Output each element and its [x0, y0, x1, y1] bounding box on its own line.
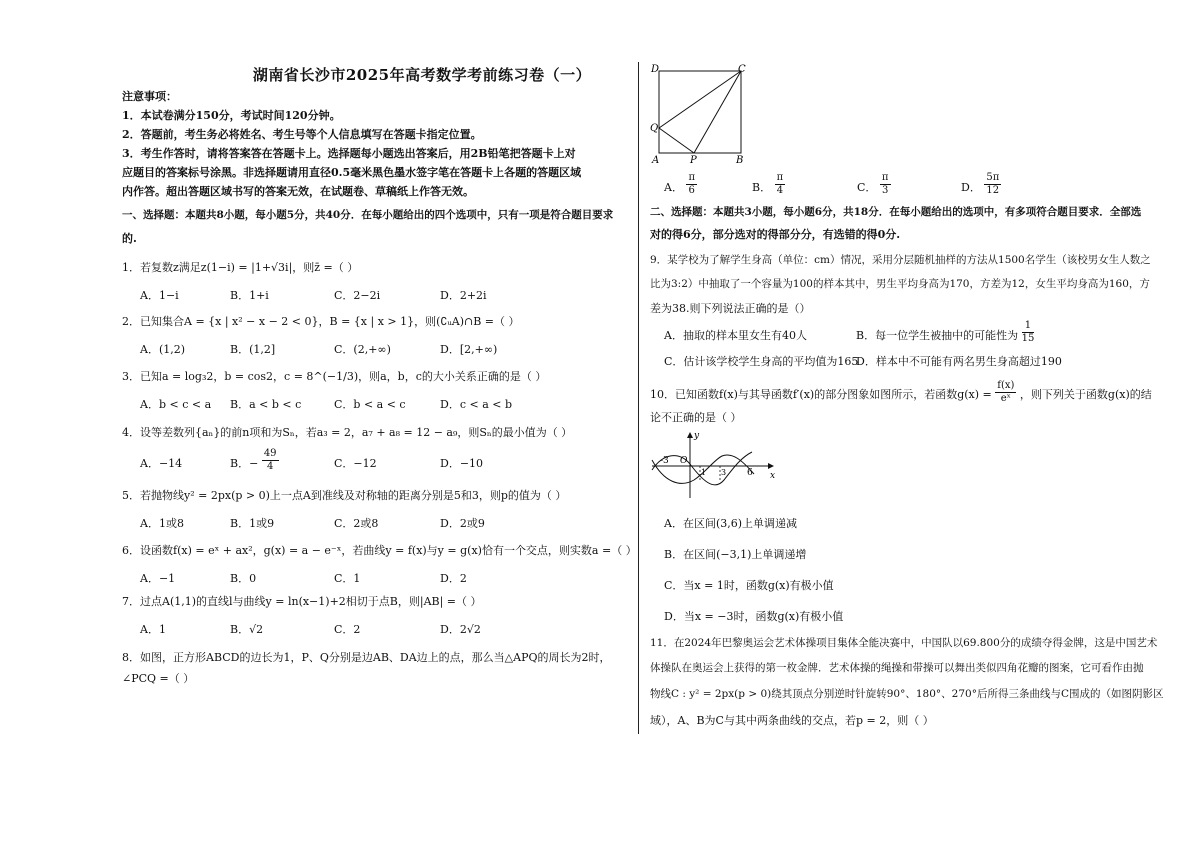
tick-1: 1 — [701, 468, 707, 477]
q8-c-denominator: 3 — [882, 185, 889, 196]
q6-option-b: B．0 — [230, 572, 257, 585]
q4-option-c: C．−12 — [334, 457, 377, 470]
q2-option-c: C．(2,+∞) — [334, 343, 391, 356]
q9-stem-line1: 9．某学校为了解学生身高（单位：cm）情况，采用分层随机抽样的方法从1500名学生（该校男女生人数之 — [650, 254, 1151, 266]
section1-header-line2: 的. — [122, 232, 137, 245]
label-q: Q — [650, 123, 659, 134]
q7-option-d: D．2√2 — [440, 623, 481, 636]
label-p: P — [690, 155, 697, 165]
label-x: x — [770, 471, 776, 481]
q8-option-d — [961, 172, 1001, 197]
q8-d-denominator: 12 — [986, 185, 1000, 196]
q10-gx-numerator: f(x) — [997, 380, 1015, 391]
q8-a-denominator: 6 — [688, 185, 695, 196]
note-3-line1: 3．考生作答时，请将答案答在答题卡上。选择题每小题选出答案后，用2B铅笔把答题卡上对 — [122, 147, 576, 160]
q5-stem: 5．若抛物线y² = 2px(p > 0)上一点A到准线及对称轴的距离分别是5和3，则p的值为（ ） — [122, 489, 567, 502]
q4-b-denominator: 4 — [266, 461, 274, 472]
section1-header-line1: 一、选择题：本题共8小题，每小题5分，共40分．在每小题给出的四个选项中，只有一项是符合题目要求 — [122, 209, 614, 221]
q10-option-a: A．在区间(3,6)上单调递减 — [664, 517, 798, 530]
q1-option-d: D．2+2i — [440, 289, 487, 302]
q9-option-b-text: B．每一位学生被抽中的可能性为 — [856, 329, 1019, 342]
q8-stem-line1: 8．如图，正方形ABCD的边长为1，P、Q分别是边AB、DA边上的点，那么当△APQ的周长为2时， — [122, 651, 611, 664]
q1-option-c: C．2−2i — [334, 289, 381, 302]
label-c: C — [738, 64, 746, 75]
note-1: 1．本试卷满分150分，考试时间120分钟。 — [122, 109, 341, 122]
q8-option-b-label: B． — [752, 181, 772, 194]
q8-b-denominator: 4 — [776, 185, 784, 196]
q8-d-fraction — [984, 172, 1001, 197]
segment-cp — [694, 71, 741, 153]
q4-option-d: D．−10 — [440, 457, 484, 470]
q8-c-fraction — [880, 172, 891, 197]
x-axis-arrow — [768, 463, 774, 469]
q8-stem-line2: ∠PCQ =（ ） — [122, 672, 195, 685]
segment-cq — [659, 71, 741, 128]
q7-stem: 7．过点A(1,1)的直线l与曲线y = ln(x−1)+2相切于点B，则|AB| =（ ） — [122, 595, 482, 608]
section2-header-line1: 二、选择题：本题共3小题，每小题6分，共18分．在每小题给出的选项中，有多项符合题目要求．全部选 — [650, 206, 1142, 218]
q11-stem-line1: 11．在2024年巴黎奥运会艺术体操项目集体全能决赛中，中国队以69.800分的成绩夺得金牌，这是中国艺术 — [650, 637, 1158, 649]
q6-stem: 6．设函数f(x) = eˣ + ax²，g(x) = a − e⁻ˣ，若曲线y = f(x)与y = g(x)恰有一个交点，则实数a =（ ） — [122, 544, 637, 557]
q1-option-b: B．1+i — [230, 289, 269, 302]
y-axis-arrow — [687, 432, 693, 438]
q9-b-numerator: 1 — [1022, 320, 1035, 333]
q8-option-c — [857, 172, 891, 197]
q4-b-numerator: 49 — [263, 448, 277, 459]
q4-option-b-prefix: B．− — [230, 457, 259, 470]
q7-option-b: B．√2 — [230, 623, 264, 636]
q1-stem: 1．若复数z满足z(1−i) = |1+√3i|，则z̄ =（ ） — [122, 261, 359, 274]
q5-option-a: A．1或8 — [140, 517, 184, 530]
label-origin: O — [680, 456, 688, 466]
q2-option-b: B．(1,2] — [230, 343, 276, 356]
q8-option-c-label: C． — [857, 181, 877, 194]
q4-option-b — [230, 448, 279, 473]
q10-gx-fraction — [995, 380, 1016, 405]
q4-stem: 4．设等差数列{aₙ}的前n项和为Sₙ，若a₃ = 2，a₇ + a₈ = 12 − a₉，则Sₙ的最小值为（ ） — [122, 426, 573, 439]
tick-3: 3 — [721, 468, 727, 477]
q9-option-a: A．抽取的样本里女生有40人 — [664, 329, 807, 342]
label-b: B — [736, 155, 744, 165]
q1-option-a: A．1−i — [140, 289, 179, 302]
tick-6: 6 — [747, 468, 753, 478]
q8-option-b — [752, 172, 785, 197]
q11-stem-line4: 域），A、B为C与其中两条曲线的交点，若p = 2，则（ ） — [650, 714, 934, 727]
q7-option-c: C．2 — [334, 623, 361, 636]
q6-option-a: A．−1 — [140, 572, 176, 585]
q9-option-c: C．估计该学校学生身高的平均值为165 — [664, 355, 859, 368]
q10-stem-line2: 论不正确的是（ ） — [650, 411, 742, 424]
q9-stem-line2: 比为3:2）中抽取了一个容量为100的样本其中，男生平均身高为170，方差为12，女生平均身高为160，方 — [650, 278, 1150, 290]
q10-function-graph — [650, 430, 780, 502]
q8-option-d-label: D． — [961, 181, 981, 194]
q8-option-a-label: A． — [664, 181, 683, 194]
q8-d-numerator: 5π — [986, 172, 1000, 183]
q8-b-fraction — [775, 172, 786, 197]
q10-stem-line1 — [650, 380, 1152, 405]
q3-option-c: C．b < a < c — [334, 398, 406, 411]
q10-stem-text-end: ，则下列关于函数g(x)的结 — [1019, 388, 1152, 401]
section2-header-line2: 对的得6分，部分选对的得部分分，有选错的得0分. — [650, 228, 901, 241]
q8-a-fraction — [686, 172, 697, 197]
q5-option-b: B．1或9 — [230, 517, 275, 530]
q9-b-fraction — [1022, 320, 1035, 345]
q2-stem: 2．已知集合A = {x | x² − x − 2 < 0}，B = {x | x > 1}，则(∁ᵤA)∩B =（ ） — [122, 315, 520, 328]
q10-option-b: B．在区间(−3,1)上单调递增 — [664, 548, 807, 561]
segment-qp — [659, 128, 694, 153]
q10-gx-denominator: eˣ — [1000, 393, 1011, 404]
note-2: 2．答题前，考生务必将姓名、考生号等个人信息填写在答题卡指定位置。 — [122, 128, 482, 141]
q4-option-b-fraction — [262, 448, 279, 473]
label-a: A — [652, 155, 660, 165]
q3-option-a: A．b < c < a — [140, 398, 212, 411]
q2-option-a: A．(1,2) — [140, 343, 186, 356]
q9-option-d: D．样本中不可能有两名男生身高超过190 — [856, 355, 1062, 368]
q10-option-c: C．当x = 1时，函数g(x)有极小值 — [664, 579, 834, 592]
square-abcd — [659, 71, 741, 153]
q9-option-b — [856, 320, 1034, 345]
q8-a-numerator: π — [688, 172, 696, 183]
q6-option-d: D．2 — [440, 572, 467, 585]
q9-stem-line3: 差为38.则下列说法正确的是（） — [650, 302, 811, 315]
q8-square-figure — [650, 60, 760, 165]
q4-option-a: A．−14 — [140, 457, 183, 470]
q10-stem-text: 10．已知函数f(x)与其导函数f′(x)的部分图象如图所示，若函数g(x) = — [650, 388, 992, 401]
tick-minus3: -3 — [660, 456, 669, 466]
q11-stem-line2: 体操队在奥运会上获得的第一枚金牌．艺术体操的绳操和带操可以舞出类似四角花瓣的图案，它可看作由抛 — [650, 662, 1144, 674]
q8-b-numerator: π — [776, 172, 784, 183]
label-d: D — [651, 64, 660, 75]
column-divider — [638, 62, 639, 734]
q10-option-d: D．当x = −3时，函数g(x)有极小值 — [664, 610, 844, 623]
notes-heading: 注意事项： — [122, 90, 177, 103]
q3-option-b: B．a < b < c — [230, 398, 302, 411]
q5-option-d: D．2或9 — [440, 517, 485, 530]
q9-b-denominator: 15 — [1021, 333, 1035, 344]
q2-option-d: D．[2,+∞) — [440, 343, 498, 356]
label-y: y — [694, 431, 700, 441]
q3-stem: 3．已知a = log₃2，b = cos2，c = 8^(−1/3)，则a，b，c的大小关系正确的是（ ） — [122, 370, 547, 383]
q8-c-numerator: π — [881, 172, 889, 183]
q5-option-c: C．2或8 — [334, 517, 379, 530]
note-3-line3: 内作答。超出答题区域书写的答案无效，在试题卷、草稿纸上作答无效。 — [122, 185, 474, 198]
note-3-line2: 应题目的答案标号涂黑。非选择题请用直径0.5毫米黑色墨水签字笔在答题卡上各题的答题区域 — [122, 166, 582, 179]
q6-option-c: C．1 — [334, 572, 361, 585]
q11-stem-line3: 物线C : y² = 2px(p > 0)绕其顶点分别逆时针旋转90°、180°、270°后所得三条曲线与C围成的（如图阴影区 — [650, 688, 1164, 700]
q7-option-a: A．1 — [140, 623, 166, 636]
q8-option-a — [664, 172, 697, 197]
page-title: 湖南省长沙市2025年高考数学考前练习卷（一） — [252, 66, 592, 84]
q3-option-d: D．c < a < b — [440, 398, 512, 411]
